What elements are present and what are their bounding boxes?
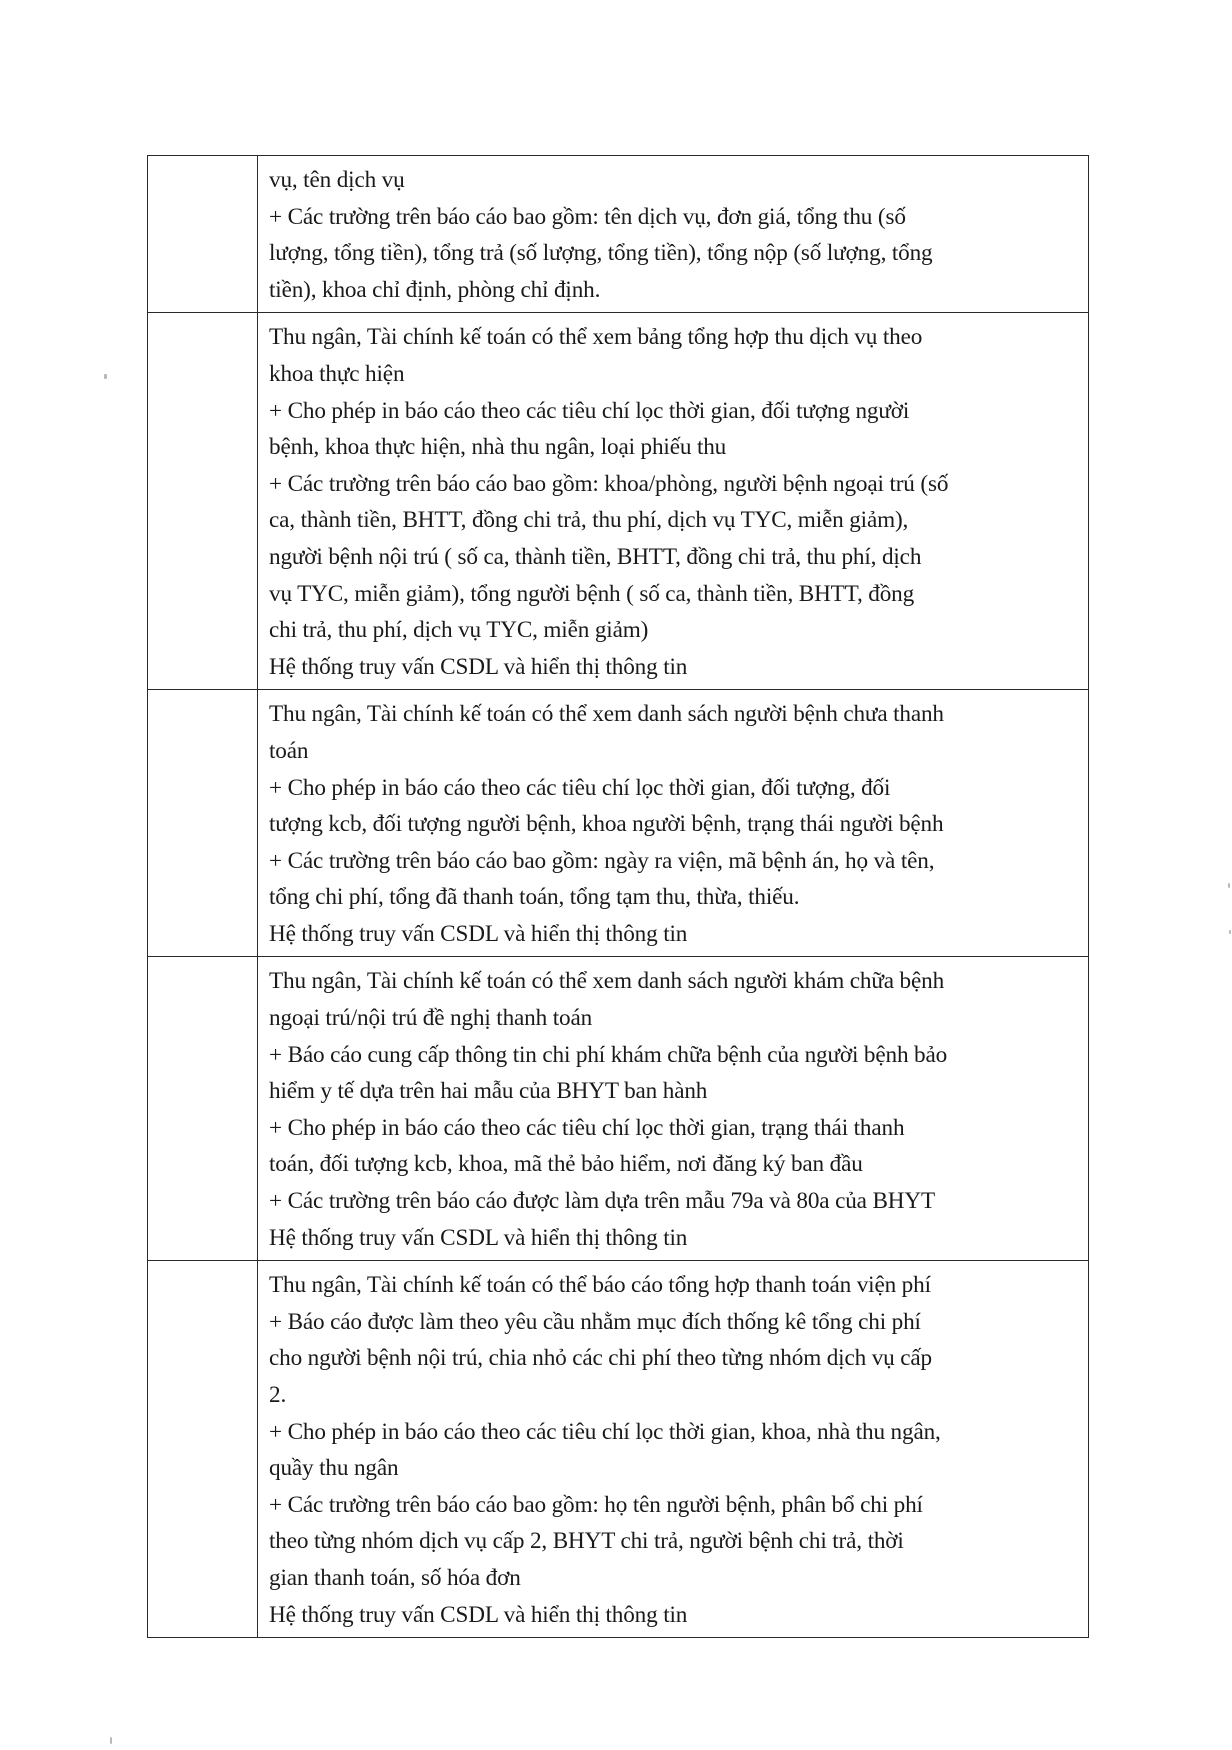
text-line: khoa thực hiện xyxy=(269,360,405,387)
text-line: + Các trường trên báo cáo bao gồm: tên dịch vụ, đơn giá, tổng thu (số xyxy=(269,203,906,230)
index-cell xyxy=(148,957,258,1261)
table-row xyxy=(148,690,1089,957)
scan-speck xyxy=(1228,883,1230,888)
text-line: người bệnh nội trú ( số ca, thành tiền, BHTT, đồng chi trả, thu phí, dịch xyxy=(269,543,922,570)
text-line: theo từng nhóm dịch vụ cấp 2, BHYT chi trả, người bệnh chi trả, thời xyxy=(269,1528,904,1555)
index-cell xyxy=(148,690,258,957)
description-cell xyxy=(258,156,1089,313)
table-row xyxy=(148,313,1089,690)
text-line: Thu ngân, Tài chính kế toán có thể xem danh sách người khám chữa bệnh xyxy=(269,968,945,995)
text-line: tượng kcb, đối tượng người bệnh, khoa người bệnh, trạng thái người bệnh xyxy=(269,811,944,838)
description-text xyxy=(258,957,1088,1260)
text-line: Hệ thống truy vấn CSDL và hiển thị thông tin xyxy=(269,653,688,680)
table-row xyxy=(148,1261,1089,1638)
text-line: + Cho phép in báo cáo theo các tiêu chí lọc thời gian, trạng thái thanh xyxy=(269,1114,905,1141)
text-line: + Cho phép in báo cáo theo các tiêu chí lọc thời gian, đối tượng, đối xyxy=(269,774,891,801)
table-body xyxy=(148,156,1089,1638)
scan-speck xyxy=(1229,930,1231,934)
description-text xyxy=(258,313,1088,689)
text-line: tiền), khoa chỉ định, phòng chỉ định. xyxy=(269,276,601,303)
text-line: + Cho phép in báo cáo theo các tiêu chí lọc thời gian, đối tượng người xyxy=(269,397,910,424)
text-line: lượng, tổng tiền), tổng trả (số lượng, tổng tiền), tổng nộp (số lượng, tổng xyxy=(269,240,933,267)
table-row xyxy=(148,957,1089,1261)
text-line: + Cho phép in báo cáo theo các tiêu chí lọc thời gian, khoa, nhà thu ngân, xyxy=(269,1418,941,1445)
text-line: + Các trường trên báo cáo bao gồm: ngày ra viện, mã bệnh án, họ và tên, xyxy=(269,847,935,874)
description-text xyxy=(258,1261,1088,1637)
text-line: ngoại trú/nội trú đề nghị thanh toán xyxy=(269,1005,593,1032)
description-text xyxy=(258,156,1088,312)
text-line: + Các trường trên báo cáo được làm dựa trên mẫu 79a và 80a của BHYT xyxy=(269,1188,935,1215)
text-line: quầy thu ngân xyxy=(269,1455,399,1482)
text-line: Hệ thống truy vấn CSDL và hiển thị thông tin xyxy=(269,1224,688,1251)
text-line: toán, đối tượng kcb, khoa, mã thẻ bảo hiểm, nơi đăng ký ban đầu xyxy=(269,1151,863,1178)
text-line: chi trả, thu phí, dịch vụ TYC, miễn giảm) xyxy=(269,617,649,644)
text-line: Thu ngân, Tài chính kế toán có thể xem danh sách người bệnh chưa thanh xyxy=(269,701,944,728)
description-cell xyxy=(258,957,1089,1261)
text-line: vụ TYC, miễn giảm), tổng người bệnh ( số ca, thành tiền, BHTT, đồng xyxy=(269,580,915,607)
text-line: Hệ thống truy vấn CSDL và hiển thị thông tin xyxy=(269,1601,688,1628)
text-line: Hệ thống truy vấn CSDL và hiển thị thông tin xyxy=(269,920,688,947)
text-line: + Các trường trên báo cáo bao gồm: họ tên người bệnh, phân bổ chi phí xyxy=(269,1491,923,1518)
text-line: hiểm y tế dựa trên hai mẫu của BHYT ban hành xyxy=(269,1078,708,1105)
text-line: vụ, tên dịch vụ xyxy=(269,167,405,193)
text-line: gian thanh toán, số hóa đơn xyxy=(269,1564,521,1591)
index-cell xyxy=(148,1261,258,1638)
description-cell xyxy=(258,313,1089,690)
description-cell xyxy=(258,1261,1089,1638)
text-line: toán xyxy=(269,737,309,764)
index-cell xyxy=(148,156,258,313)
text-line: cho người bệnh nội trú, chia nhỏ các chi phí theo từng nhóm dịch vụ cấp xyxy=(269,1345,932,1372)
text-line: + Báo cáo cung cấp thông tin chi phí khám chữa bệnh của người bệnh bảo xyxy=(269,1041,948,1068)
text-line: + Báo cáo được làm theo yêu cầu nhằm mục đích thống kê tổng chi phí xyxy=(269,1308,921,1335)
text-line: tổng chi phí, tổng đã thanh toán, tổng tạm thu, thừa, thiếu. xyxy=(269,884,800,911)
index-cell xyxy=(148,313,258,690)
text-line: ca, thành tiền, BHTT, đồng chi trả, thu phí, dịch vụ TYC, miễn giảm), xyxy=(269,507,909,534)
description-text xyxy=(258,690,1088,956)
description-cell xyxy=(258,690,1089,957)
text-line: bệnh, khoa thực hiện, nhà thu ngân, loại phiếu thu xyxy=(269,434,727,461)
text-line: + Các trường trên báo cáo bao gồm: khoa/phòng, người bệnh ngoại trú (số xyxy=(269,470,949,497)
scan-speck xyxy=(104,374,107,379)
requirements-table xyxy=(147,155,1089,1638)
table-row xyxy=(148,156,1089,313)
text-line: Thu ngân, Tài chính kế toán có thể xem bảng tổng hợp thu dịch vụ theo xyxy=(269,324,923,351)
text-line: Thu ngân, Tài chính kế toán có thể báo cáo tổng hợp thanh toán viện phí xyxy=(269,1272,931,1299)
text-line: 2. xyxy=(269,1382,287,1408)
scan-speck xyxy=(110,1737,112,1744)
